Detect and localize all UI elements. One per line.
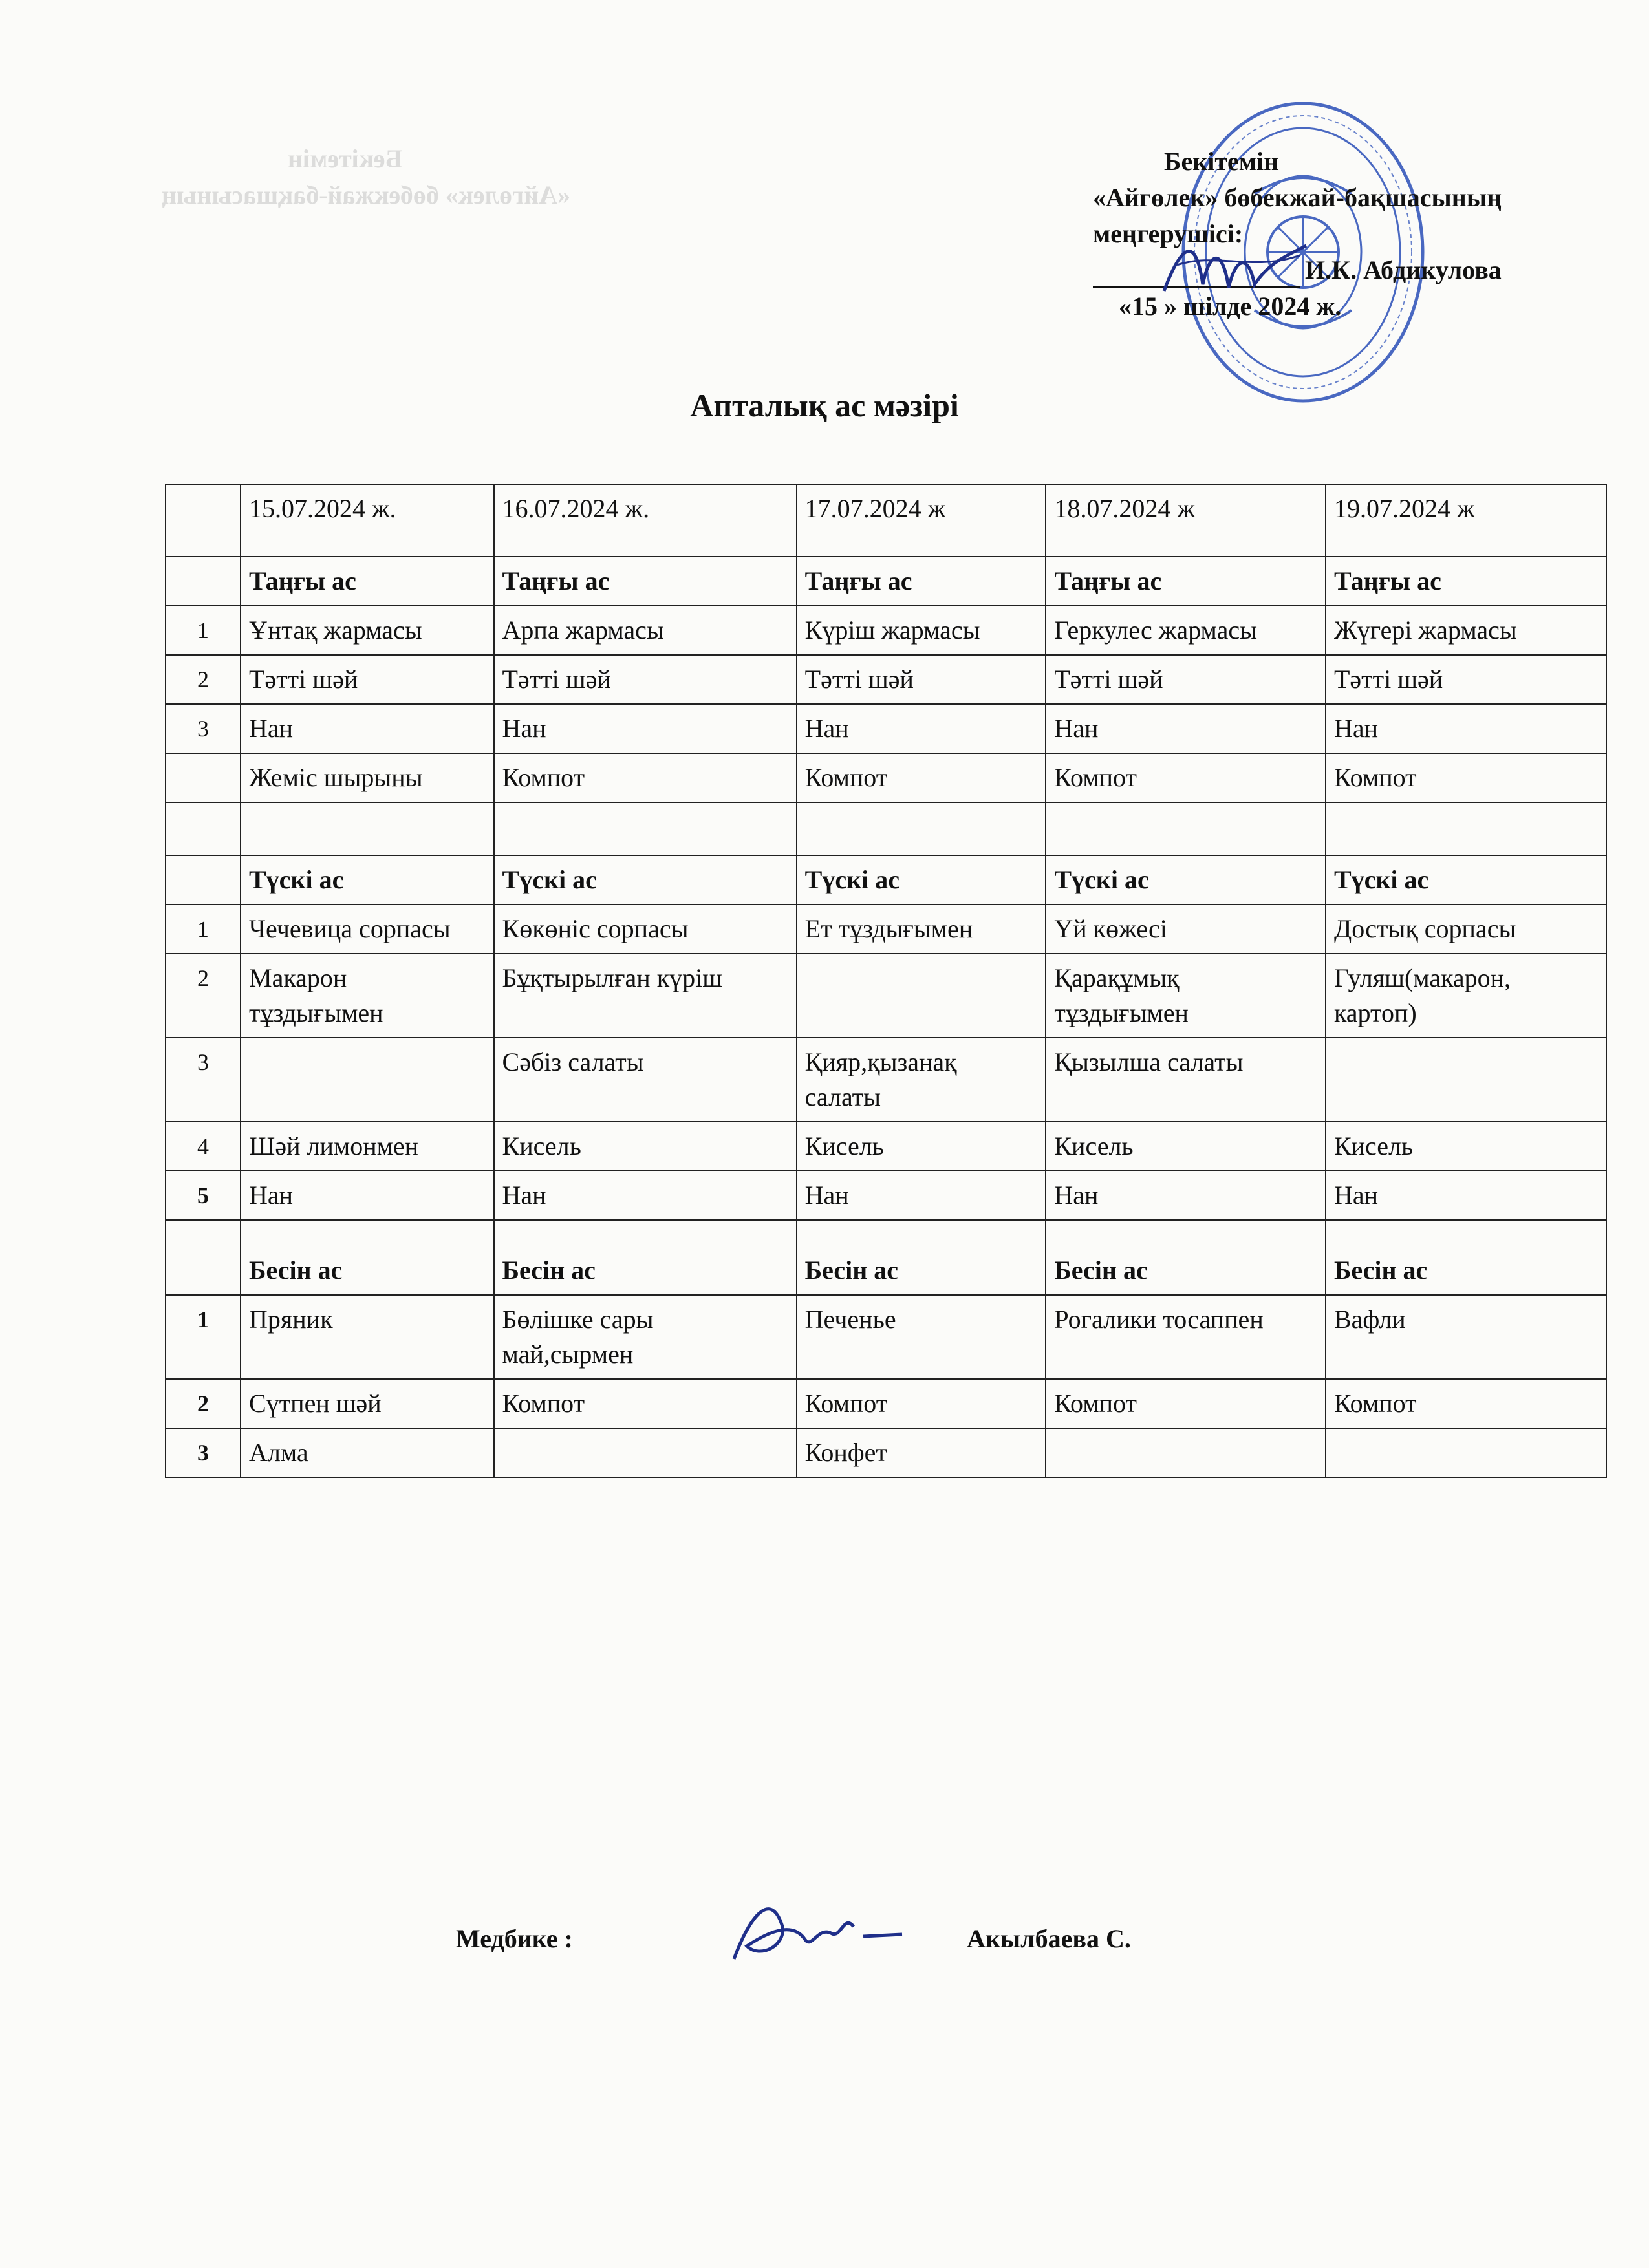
menu-cell: Күріш жармасы — [797, 606, 1046, 655]
menu-cell: Нан — [494, 704, 797, 753]
row-number: 5 — [166, 1171, 241, 1220]
table-row — [166, 1428, 1606, 1477]
menu-cell: Нан — [797, 1171, 1046, 1220]
corner-cell — [166, 484, 241, 557]
menu-cell: Тәтті шәй — [241, 655, 494, 704]
approval-position: меңгерушісі: — [1093, 219, 1244, 248]
menu-cell: Достық сорпасы — [1326, 904, 1606, 954]
nurse-label: Медбике : — [456, 1924, 573, 1953]
table-row — [166, 606, 1606, 655]
menu-cell: Нан — [241, 1171, 494, 1220]
row-number: 3 — [166, 704, 241, 753]
menu-cell: Сүтпен шәй — [241, 1379, 494, 1428]
lunch-header: Түскі ас — [797, 855, 1046, 904]
menu-cell: Арпа жармасы — [494, 606, 797, 655]
menu-cell: Компот — [1326, 1379, 1606, 1428]
menu-cell: Қарақұмық тұздығымен — [1046, 954, 1326, 1038]
table-cell — [166, 855, 241, 904]
menu-cell — [494, 1428, 797, 1477]
row-number: 2 — [166, 1379, 241, 1428]
date-cell-4: 18.07.2024 ж — [1046, 484, 1326, 557]
menu-cell: Тәтті шәй — [494, 655, 797, 704]
menu-cell: Бөлішке сары май,сырмен — [494, 1295, 797, 1379]
lunch-header: Түскі ас — [1046, 855, 1326, 904]
lunch-header: Түскі ас — [494, 855, 797, 904]
row-number: 1 — [166, 606, 241, 655]
menu-cell: Тәтті шәй — [1046, 655, 1326, 704]
menu-cell: Пряник — [241, 1295, 494, 1379]
menu-cell: Нан — [1046, 704, 1326, 753]
table-cell — [166, 1220, 241, 1295]
date-cell-2: 16.07.2024 ж. — [494, 484, 797, 557]
breakfast-header-row — [166, 557, 1606, 606]
approval-heading: Бекітемін — [1164, 147, 1279, 176]
date-cell-5: 19.07.2024 ж — [1326, 484, 1606, 557]
bleed-through-text — [162, 141, 570, 213]
menu-cell: Гуляш(макарон, картоп) — [1326, 954, 1606, 1038]
menu-cell: Ұнтақ жармасы — [241, 606, 494, 655]
table-row — [166, 1038, 1606, 1122]
row-number: 3 — [166, 1428, 241, 1477]
menu-cell: Вафли — [1326, 1295, 1606, 1379]
menu-cell: Чечевица сорпасы — [241, 904, 494, 954]
menu-cell — [1326, 1428, 1606, 1477]
table-row — [166, 954, 1606, 1038]
dates-row — [166, 484, 1606, 557]
menu-cell: Сәбіз салаты — [494, 1038, 797, 1122]
menu-cell: Ет тұздығымен — [797, 904, 1046, 954]
menu-cell: Тәтті шәй — [797, 655, 1046, 704]
breakfast-header: Таңғы ас — [797, 557, 1046, 606]
menu-cell: Кисель — [1046, 1122, 1326, 1171]
row-number — [166, 753, 241, 802]
spacer-row — [166, 802, 1606, 855]
director-signature — [1158, 226, 1313, 310]
row-number: 1 — [166, 1295, 241, 1379]
table-cell — [166, 802, 241, 855]
table-row — [166, 655, 1606, 704]
menu-cell: Компот — [1046, 753, 1326, 802]
approval-date: «15 » шілде 2024 ж. — [1119, 292, 1342, 321]
approval-signatory: И.К. Абдикулова — [1305, 255, 1502, 284]
menu-cell: Үй көжесі — [1046, 904, 1326, 954]
lunch-header-row — [166, 855, 1606, 904]
row-number: 2 — [166, 954, 241, 1038]
menu-cell: Компот — [797, 1379, 1046, 1428]
table-row — [166, 704, 1606, 753]
menu-cell: Нан — [1046, 1171, 1326, 1220]
menu-cell — [1326, 1038, 1606, 1122]
menu-cell: Көкөніс сорпасы — [494, 904, 797, 954]
menu-cell: Нан — [494, 1171, 797, 1220]
lunch-header: Түскі ас — [1326, 855, 1606, 904]
table-cell — [241, 802, 494, 855]
menu-cell: Кисель — [797, 1122, 1046, 1171]
menu-cell: Қияр,қызанақ салаты — [797, 1038, 1046, 1122]
menu-cell: Компот — [494, 753, 797, 802]
table-cell — [1046, 802, 1326, 855]
nurse-signature — [721, 1888, 915, 1978]
weekly-menu-table — [165, 484, 1607, 1478]
table-row — [166, 753, 1606, 802]
table-cell — [797, 802, 1046, 855]
breakfast-header: Таңғы ас — [1326, 557, 1606, 606]
ghost-line-2: «Айгөлек» бөбекжай-бақшасының — [162, 180, 571, 209]
breakfast-header: Таңғы ас — [494, 557, 797, 606]
row-number: 3 — [166, 1038, 241, 1122]
table-row — [166, 1379, 1606, 1428]
menu-cell: Кисель — [1326, 1122, 1606, 1171]
menu-cell: Нан — [1326, 704, 1606, 753]
breakfast-header: Таңғы ас — [1046, 557, 1326, 606]
row-number: 4 — [166, 1122, 241, 1171]
menu-cell: Нан — [1326, 1171, 1606, 1220]
menu-cell: Шәй лимонмен — [241, 1122, 494, 1171]
table-row — [166, 904, 1606, 954]
menu-cell: Компот — [797, 753, 1046, 802]
approval-organization: «Айгөлек» бөбекжай-бақшасының — [1093, 183, 1502, 212]
snack-header: Бесін ас — [797, 1220, 1046, 1295]
menu-cell: Қызылша салаты — [1046, 1038, 1326, 1122]
menu-cell: Жүгері жармасы — [1326, 606, 1606, 655]
menu-cell: Тәтті шәй — [1326, 655, 1606, 704]
menu-cell — [241, 1038, 494, 1122]
row-number: 1 — [166, 904, 241, 954]
menu-cell: Геркулес жармасы — [1046, 606, 1326, 655]
table-row — [166, 1295, 1606, 1379]
snack-header-row — [166, 1220, 1606, 1295]
nurse-name: Акылбаева С. — [967, 1924, 1131, 1953]
date-cell-3: 17.07.2024 ж — [797, 484, 1046, 557]
menu-cell: Компот — [1046, 1379, 1326, 1428]
snack-header: Бесін ас — [494, 1220, 797, 1295]
menu-cell: Нан — [241, 704, 494, 753]
table-row — [166, 1122, 1606, 1171]
menu-cell: Печенье — [797, 1295, 1046, 1379]
table-cell — [166, 557, 241, 606]
menu-cell: Алма — [241, 1428, 494, 1477]
menu-cell: Макарон тұздығымен — [241, 954, 494, 1038]
table-row — [166, 1171, 1606, 1220]
table-cell — [1326, 802, 1606, 855]
menu-cell: Бұқтырылған күріш — [494, 954, 797, 1038]
menu-cell: Жеміс шырыны — [241, 753, 494, 802]
snack-header: Бесін ас — [1326, 1220, 1606, 1295]
menu-cell: Компот — [1326, 753, 1606, 802]
row-number: 2 — [166, 655, 241, 704]
lunch-header: Түскі ас — [241, 855, 494, 904]
menu-cell — [797, 954, 1046, 1038]
menu-cell: Кисель — [494, 1122, 797, 1171]
date-cell-1: 15.07.2024 ж. — [241, 484, 494, 557]
menu-cell — [1046, 1428, 1326, 1477]
menu-cell: Конфет — [797, 1428, 1046, 1477]
snack-header: Бесін ас — [241, 1220, 494, 1295]
snack-header: Бесін ас — [1046, 1220, 1326, 1295]
menu-cell: Компот — [494, 1379, 797, 1428]
breakfast-header: Таңғы ас — [241, 557, 494, 606]
ghost-line-1: Бекітемін — [287, 144, 403, 173]
menu-cell: Рогалики тосаппен — [1046, 1295, 1326, 1379]
document-title: Апталық ас мәзірі — [690, 387, 959, 423]
menu-cell: Нан — [797, 704, 1046, 753]
table-cell — [494, 802, 797, 855]
